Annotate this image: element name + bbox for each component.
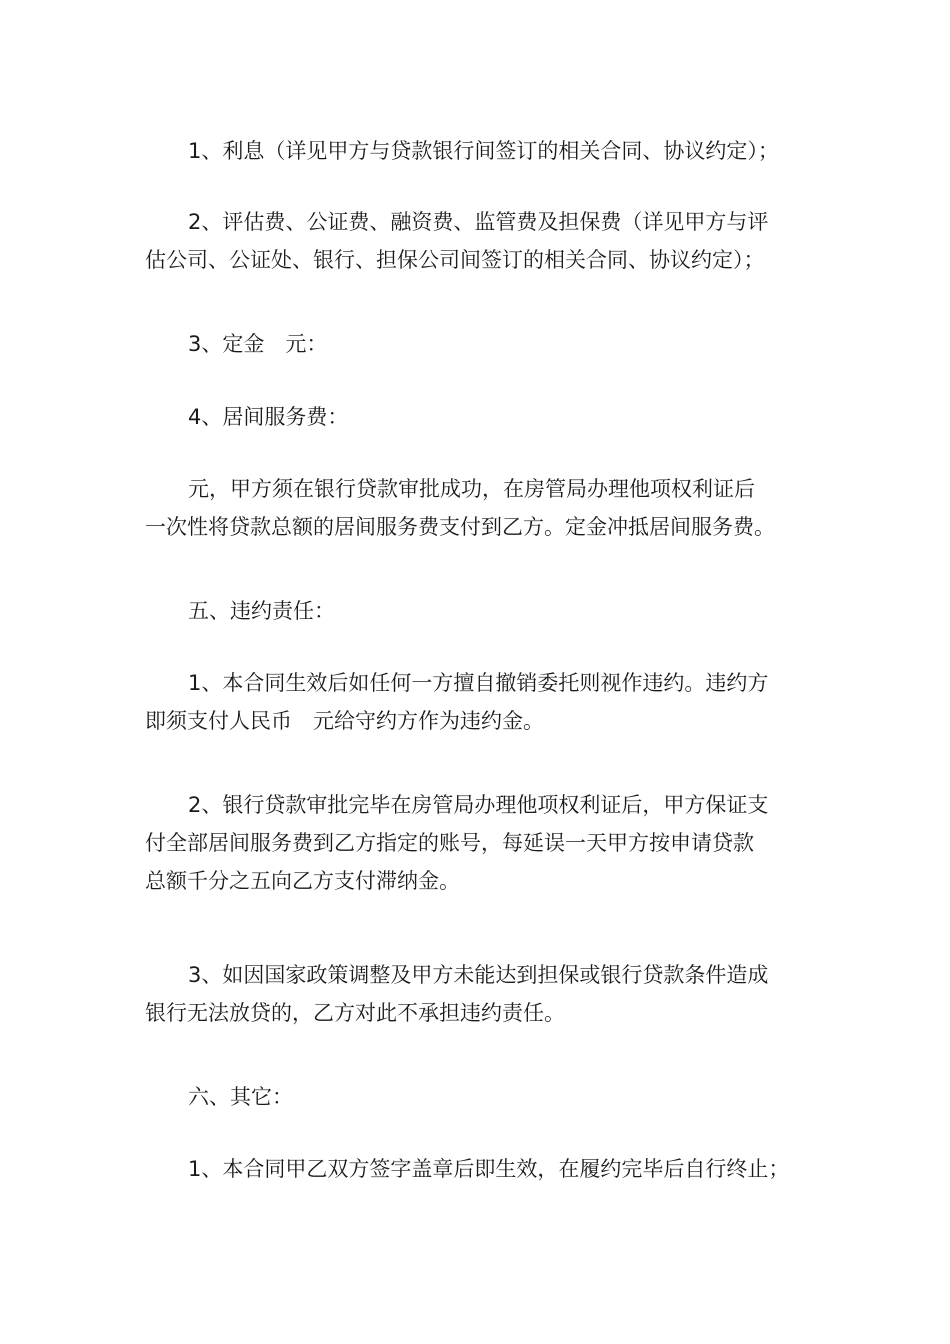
paragraph-line: 4、居间服务费： <box>188 405 349 429</box>
paragraph-line: 估公司、公证处、银行、担保公司间签订的相关合同、协议约定）； <box>145 248 765 272</box>
paragraph-liability-3 <box>145 956 825 1032</box>
paragraph-line: 1、利息（详见甲方与贷款银行间签订的相关合同、协议约定）； <box>188 139 779 163</box>
paragraph-interest <box>145 132 825 170</box>
paragraph-line: 即须支付人民币 元给守约方作为违约金。 <box>145 709 544 733</box>
paragraph-liability-2 <box>145 786 825 900</box>
paragraph-deposit <box>145 325 825 363</box>
paragraph-fees <box>145 203 825 279</box>
paragraph-line: 3、如因国家政策调整及甲方未能达到担保或银行贷款条件造成 <box>188 963 769 987</box>
paragraph-line: 1、本合同生效后如任何一方擅自撤销委托则视作违约。违约方 <box>188 671 769 695</box>
paragraph-line: 1、本合同甲乙双方签字盖章后即生效，在履约完毕后自行终止； <box>188 1157 790 1181</box>
section-heading-other <box>145 1078 825 1116</box>
paragraph-line: 2、评估费、公证费、融资费、监管费及担保费（详见甲方与评 <box>188 210 769 234</box>
paragraph-line: 一次性将贷款总额的居间服务费支付到乙方。定金冲抵居间服务费。 <box>145 515 775 539</box>
paragraph-line: 付全部居间服务费到乙方指定的账号，每延误一天甲方按申请贷款 <box>145 831 754 855</box>
paragraph-liability-1 <box>145 664 825 740</box>
paragraph-line: 银行无法放贷的，乙方对此不承担违约责任。 <box>145 1001 565 1025</box>
paragraph-line: 2、银行贷款审批完毕在房管局办理他项权利证后，甲方保证支 <box>188 793 769 817</box>
paragraph-line: 六、其它： <box>188 1085 293 1109</box>
paragraph-line: 3、定金 元： <box>188 332 328 356</box>
section-heading-liability <box>145 592 825 630</box>
paragraph-brokerage-fee <box>145 398 825 436</box>
paragraph-line: 元，甲方须在银行贷款审批成功，在房管局办理他项权利证后 <box>188 477 755 501</box>
paragraph-line: 五、违约责任： <box>188 599 335 623</box>
paragraph-other-1 <box>145 1150 825 1188</box>
paragraph-brokerage-payment <box>145 470 825 546</box>
paragraph-line: 总额千分之五向乙方支付滞纳金。 <box>145 869 460 893</box>
